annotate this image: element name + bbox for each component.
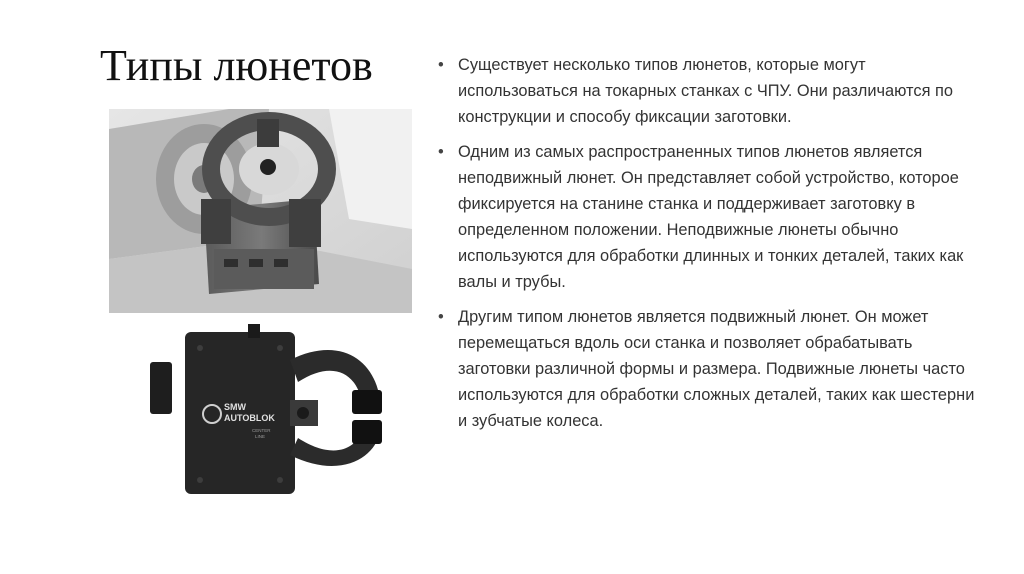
bullet-dot-icon: •	[438, 143, 444, 161]
logo-text-center: CENTER	[252, 428, 271, 433]
logo-text-smw: SMW	[224, 402, 246, 412]
bullet-list	[438, 52, 978, 443]
smw-autoblok-steady-rest-photo	[140, 320, 390, 500]
bullet-text: Одним из самых распространенных типов люнетов является неподвижный люнет. Он представляет собой устройство, которое фиксируется на станине станка и поддерживает заготовку в определенном положении. Неподвижные люнеты обычно используются для обработки длинных и тонких деталей, таких как валы и трубы.	[458, 143, 964, 291]
logo-text-line: LINE	[255, 434, 266, 439]
bullet-dot-icon: •	[438, 308, 444, 326]
slide-title: Типы люнетов	[100, 41, 373, 90]
logo-text-autoblok: AUTOBLOK	[224, 413, 275, 423]
fixed-steady-rest-illustration	[109, 109, 412, 313]
bullet-text: Другим типом люнетов является подвижный люнет. Он может перемещаться вдоль оси станка и позволяет обрабатывать заготовки различной формы и размера. Подвижные люнеты часто используются для обработки сложных деталей, таких как шестерни и зубчатые колеса.	[458, 308, 975, 430]
movable-steady-rest-illustration	[140, 320, 390, 500]
bullet-item	[438, 304, 978, 434]
bullet-dot-icon: •	[438, 56, 444, 74]
fixed-steady-rest-photo	[109, 109, 412, 313]
bullet-item	[438, 139, 978, 295]
bullet-text: Существует несколько типов люнетов, которые могут использоваться на токарных станках с ЧПУ. Они различаются по конструкции и способу фиксации заготовки.	[458, 56, 953, 126]
bullet-item	[438, 52, 978, 130]
